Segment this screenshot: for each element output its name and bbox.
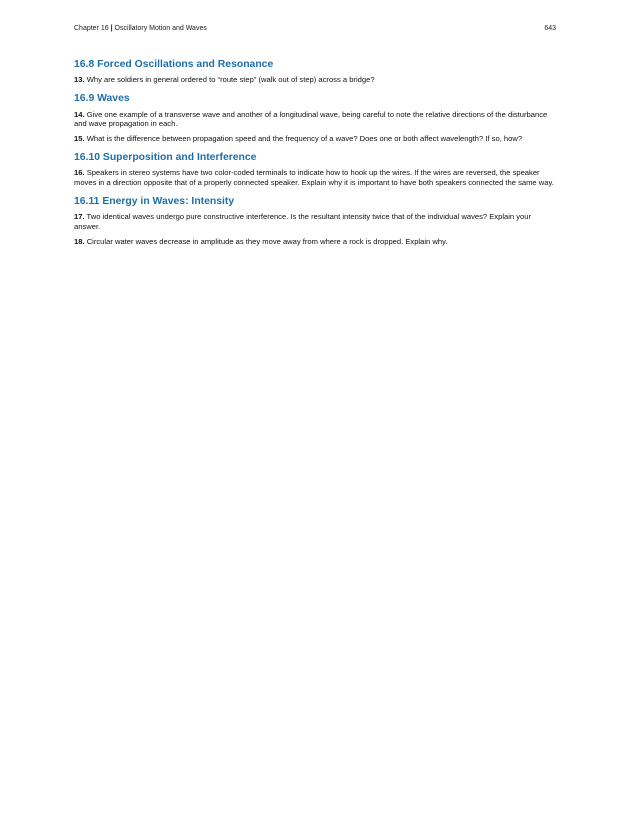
running-head bbox=[74, 25, 556, 32]
exercise-16 bbox=[74, 168, 558, 187]
exercise-text: What is the difference between propagation speed and the frequency of a wave? Does one or both affect wavelength? If so, how? bbox=[86, 134, 523, 144]
exercise-13 bbox=[74, 75, 558, 85]
exercise-number: 17. bbox=[74, 212, 85, 222]
section-forced-oscillations bbox=[74, 59, 558, 85]
exercise-text: Circular water waves decrease in amplitude as they move away from where a rock is dropped. Explain why. bbox=[86, 236, 448, 246]
exercise-15 bbox=[74, 134, 558, 144]
section-heading: 16.8 Forced Oscillations and Resonance bbox=[74, 59, 274, 70]
exercise-text: Give one example of a transverse wave and another of a longitudinal wave, being careful to note the relative directions of the disturbance and wave propagation in each. bbox=[74, 109, 548, 129]
exercise-14 bbox=[74, 110, 558, 129]
exercise-17 bbox=[74, 212, 558, 231]
section-heading: 16.11 Energy in Waves: Intensity bbox=[74, 195, 235, 207]
exercise-18 bbox=[74, 237, 558, 247]
exercise-text: Why are soldiers in general ordered to “route step” (walk out of step) across a bridge? bbox=[86, 75, 375, 85]
section-energy-in-waves bbox=[74, 196, 558, 247]
exercise-text: Speakers in stereo systems have two color-coded terminals to indicate how to hook up the wires. If the wires are reversed, the speaker moves in a direction opposite that of a properly connected speaker. Explain why it is important to have both speakers connected the same way. bbox=[74, 168, 554, 188]
exercise-number: 16. bbox=[74, 168, 85, 178]
section-heading: 16.10 Superposition and Interference bbox=[74, 151, 257, 163]
exercise-number: 18. bbox=[74, 236, 85, 246]
section-superposition bbox=[74, 152, 558, 188]
section-waves bbox=[74, 93, 558, 144]
running-head-left bbox=[74, 25, 207, 32]
header-separator: | bbox=[110, 25, 113, 32]
page-number: 643 bbox=[544, 25, 556, 32]
exercise-number: 15. bbox=[74, 134, 85, 144]
chapter-label: Chapter 16 bbox=[74, 25, 109, 32]
exercise-text: Two identical waves undergo pure constructive interference. Is the resultant intensity twice that of the individual waves? Explain your answer. bbox=[74, 212, 532, 231]
section-heading: 16.9 Waves bbox=[74, 93, 130, 105]
chapter-title: Oscillatory Motion and Waves bbox=[114, 25, 207, 32]
page-content bbox=[74, 59, 558, 254]
exercise-number: 13. bbox=[74, 75, 85, 85]
exercise-number: 14. bbox=[74, 109, 85, 119]
